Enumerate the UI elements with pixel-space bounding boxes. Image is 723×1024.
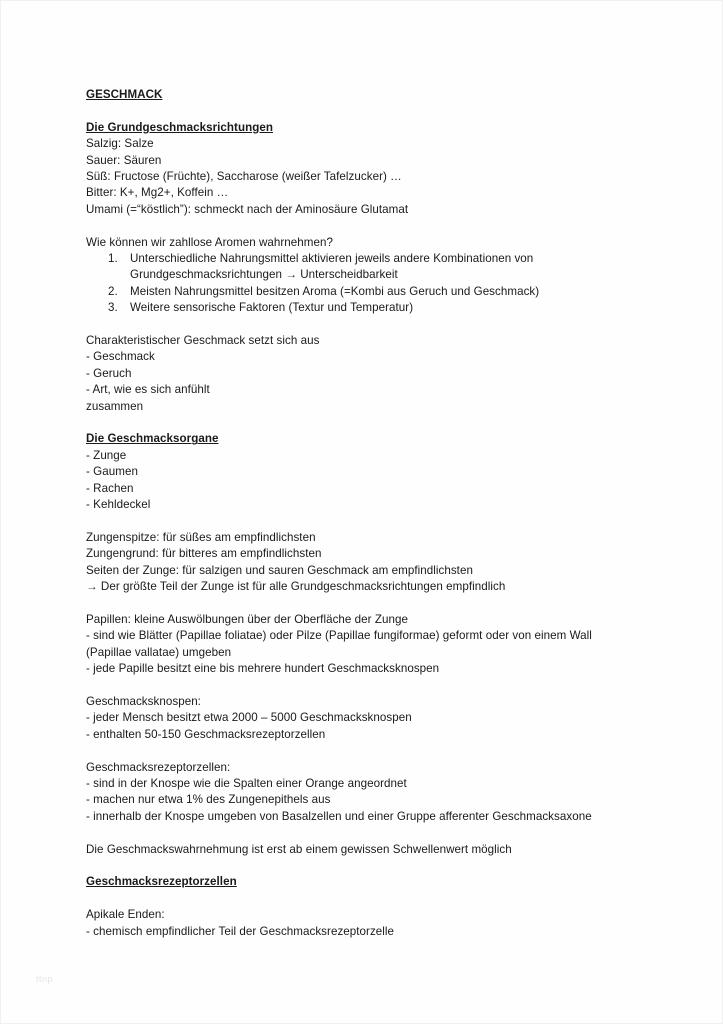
text-line: Papillen: kleine Auswölbungen über der Oberfläche der Zunge	[86, 612, 408, 626]
list-item	[86, 300, 646, 316]
text-line: Geschmacksknospen:	[86, 694, 201, 708]
section-title-geschmacksorgane: Die Geschmacksorgane	[86, 432, 219, 446]
list-number: 1.	[108, 252, 118, 266]
text-line: - Gaumen	[86, 465, 138, 479]
text-line: zusammen	[86, 399, 144, 413]
text-line: - jeder Mensch besitzt etwa 2000 – 5000 Geschmacksknospen	[86, 711, 412, 725]
section-title-grundgeschmack: Die Grundgeschmacksrichtungen	[86, 120, 273, 134]
document-body	[86, 87, 646, 940]
text-line: Sauer: Säuren	[86, 153, 162, 167]
document-heading: GESCHMACK	[86, 88, 163, 101]
aroma-list	[86, 251, 646, 317]
list-text: Weitere sensorische Faktoren (Textur und Temperatur)	[130, 301, 414, 315]
text-line: Apikale Enden:	[86, 908, 165, 922]
conclusion-line: → Der größte Teil der Zunge ist für alle Grundgeschmacksrichtungen empfindlich	[86, 580, 506, 594]
list-item	[86, 284, 646, 300]
text-line: (Papillae vallatae) umgeben	[86, 645, 232, 659]
section-title-rezeptorzellen: Geschmacksrezeptorzellen	[86, 875, 237, 889]
text-line: - Zunge	[86, 448, 127, 462]
text-line: Charakteristischer Geschmack setzt sich aus	[86, 334, 320, 348]
text-line: Salzig: Salze	[86, 137, 154, 151]
text-line: - Geschmack	[86, 350, 155, 364]
text-line: Süß: Fructose (Früchte), Saccharose (weißer Tafelzucker) …	[86, 170, 402, 184]
list-text: Meisten Nahrungsmittel besitzen Aroma (=Kombi aus Geruch und Geschmack)	[130, 284, 540, 298]
text-line: - jede Papille besitzt eine bis mehrere hundert Geschmacksknospen	[86, 662, 440, 676]
list-number: 3.	[108, 301, 118, 315]
threshold-line: Die Geschmackswahrnehmung ist erst ab einem gewissen Schwellenwert möglich	[86, 842, 512, 856]
text-line: Geschmacksrezeptorzellen:	[86, 760, 231, 774]
text-line: Zungenspitze: für süßes am empfindlichsten	[86, 530, 316, 544]
text-line: - chemisch empfindlicher Teil der Geschmacksrezeptorzelle	[86, 924, 395, 938]
watermark: ttnp	[36, 974, 54, 984]
text-line: Seiten der Zunge: für salzigen und sauren Geschmack am empfindlichsten	[86, 563, 473, 577]
list-item	[86, 251, 646, 284]
text-line: Umami (=“köstlich”): schmeckt nach der Aminosäure Glutamat	[86, 202, 409, 216]
text-line: - machen nur etwa 1% des Zungenepithels aus	[86, 793, 331, 807]
list-text: Unterschiedliche Nahrungsmittel aktivieren jeweils andere Kombinationen von	[130, 252, 534, 266]
text-line: Zungengrund: für bitteres am empfindlichsten	[86, 547, 322, 561]
aroma-question: Wie können wir zahllose Aromen wahrnehmen?	[86, 235, 333, 249]
list-number: 2.	[108, 284, 118, 298]
text-line: - Geruch	[86, 366, 132, 380]
text-line: - sind wie Blätter (Papillae foliatae) oder Pilze (Papillae fungiformae) geformt oder von einem Wall	[86, 629, 592, 643]
text-line: - Rachen	[86, 481, 134, 495]
text-line: - innerhalb der Knospe umgeben von Basalzellen und einer Gruppe afferenter Geschmacksaxone	[86, 809, 592, 823]
text-line: - enthalten 50-150 Geschmacksrezeptorzellen	[86, 727, 326, 741]
list-text-continued: Grundgeschmacksrichtungen → Unterscheidbarkeit	[130, 268, 398, 282]
text-line: - Art, wie es sich anfühlt	[86, 383, 210, 397]
text-line: - sind in der Knospe wie die Spalten einer Orange angeordnet	[86, 776, 407, 790]
text-line: Bitter: K+, Mg2+, Koffein …	[86, 186, 229, 200]
text-line: - Kehldeckel	[86, 498, 151, 512]
